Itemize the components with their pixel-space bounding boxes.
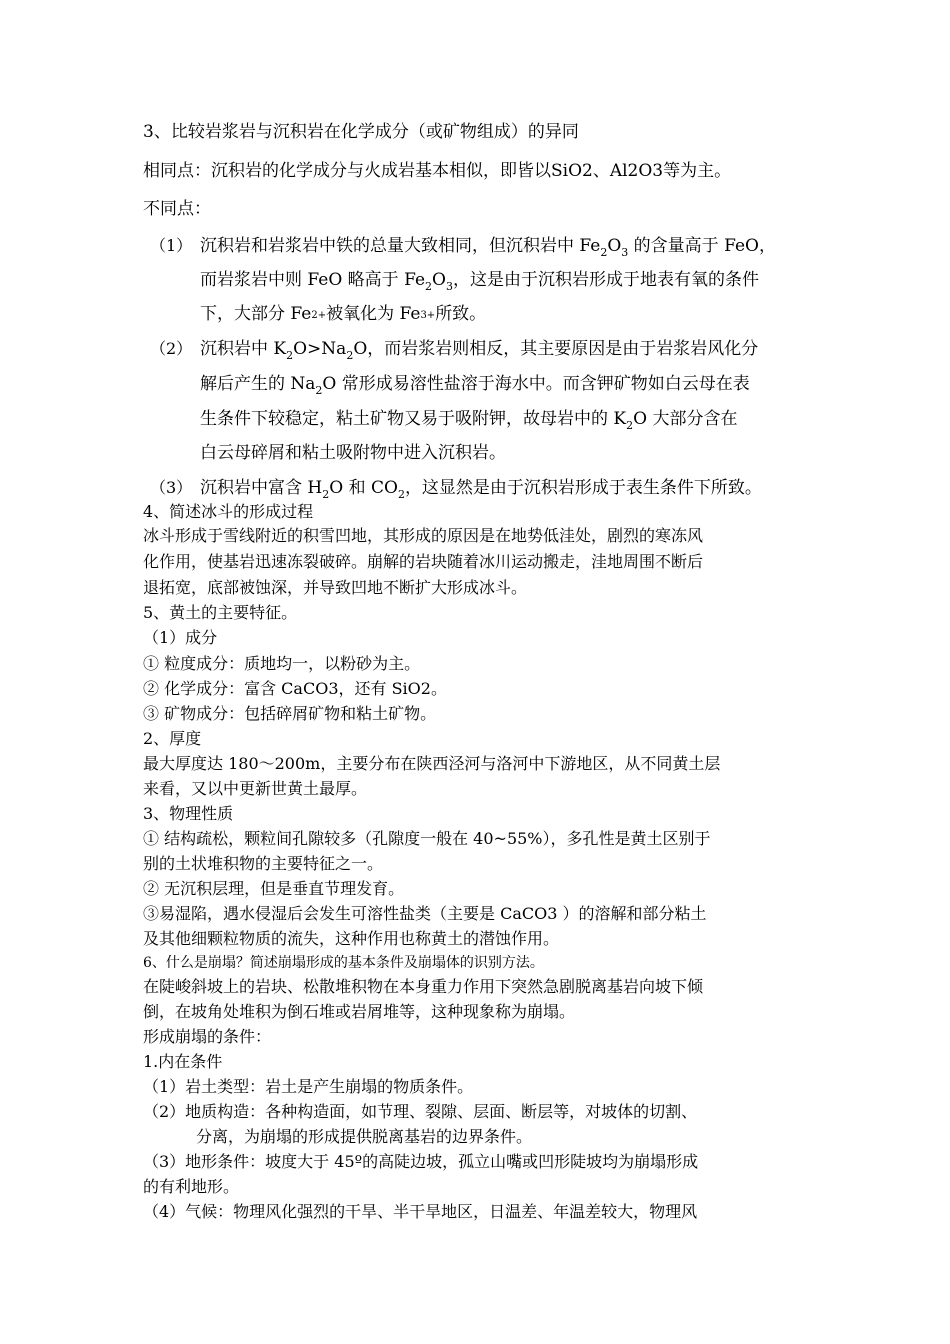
- paragraph: 的有利地形。: [143, 1177, 240, 1196]
- item-number: （2）: [150, 339, 193, 358]
- paragraph: ② 化学成分：富含 CaCO3，还有 SiO2。: [143, 679, 447, 698]
- paragraph: ③ 矿物成分：包括碎屑矿物和粘土矿物。: [143, 704, 437, 723]
- paragraph: （1）岩土类型：岩土是产生崩塌的物质条件。: [143, 1077, 474, 1096]
- paragraph: 下，大部分 Fe2+被氧化为 Fe3+所致。: [200, 304, 487, 324]
- paragraph: 白云母碎屑和粘土吸附物中进入沉积岩。: [200, 443, 506, 463]
- paragraph: 退拓宽，底部被蚀深，并导致凹地不断扩大形成冰斗。: [143, 578, 528, 597]
- paragraph: 1.内在条件: [143, 1052, 223, 1071]
- section-4-heading: 4、简述冰斗的形成过程: [143, 502, 314, 521]
- paragraph: （1）成分: [143, 628, 218, 647]
- paragraph: 沉积岩和岩浆岩中铁的总量大致相同，但沉积岩中 $Fe_2O_3$ 的含量高于 FeO，: [200, 236, 776, 259]
- paragraph: 2、厚度: [143, 729, 202, 748]
- paragraph: 来看，又以中更新世黄土最厚。: [143, 779, 368, 798]
- paragraph: 而岩浆岩中则 FeO 略高于 $Fe_2O_3$，这是由于沉积岩形成于地表有氧的条件: [200, 270, 759, 293]
- paragraph: 相同点：沉积岩的化学成分与火成岩基本相似，即皆以SiO2、Al2O3等为主。: [143, 161, 732, 181]
- paragraph: （4）气候：物理风化强烈的干旱、半干旱地区，日温差、年温差较大，物理风: [143, 1202, 698, 1221]
- paragraph: ② 无沉积层理，但是垂直节理发育。: [143, 879, 405, 898]
- paragraph: 解后产生的 $Na_2O$ 常形成易溶性盐溶于海水中。而含钾矿物如白云母在表: [200, 374, 750, 397]
- paragraph: （3）地形条件：坡度大于 45º的高陡边坡，孤立山嘴或凹形陡坡均为崩塌形成: [143, 1152, 699, 1171]
- paragraph: 冰斗形成于雪线附近的积雪凹地，其形成的原因是在地势低洼处，剧烈的寒冻风: [143, 526, 704, 545]
- paragraph: ① 结构疏松，颗粒间孔隙较多（孔隙度一般在 40~55%），多孔性是黄土区别于: [143, 829, 711, 848]
- paragraph: 在陡峻斜坡上的岩块、松散堆积物在本身重力作用下突然急剧脱离基岩向坡下倾: [143, 977, 704, 996]
- section-3-heading: 3、比较岩浆岩与沉积岩在化学成分（或矿物组成）的异同: [143, 122, 579, 142]
- paragraph: （2）地质构造：各种构造面，如节理、裂隙、层面、断层等，对坡体的切割、: [143, 1102, 698, 1121]
- section-6-heading: 6、什么是崩塌？简述崩塌形成的基本条件及崩塌体的识别方法。: [143, 955, 544, 971]
- paragraph: 最大厚度达 180～200m，主要分布在陕西泾河与洛河中下游地区，从不同黄土层: [143, 754, 721, 773]
- paragraph: 倒，在坡角处堆积为倒石堆或岩屑堆等，这种现象称为崩塌。: [143, 1002, 576, 1021]
- paragraph: 沉积岩中富含 $H_2O$ 和 $CO_2$，这显然是由于沉积岩形成于表生条件下所致。: [200, 478, 762, 501]
- paragraph: 别的土状堆积物的主要特征之一。: [143, 854, 384, 873]
- item-number: （3）: [150, 478, 193, 497]
- paragraph: 3、物理性质: [143, 804, 234, 823]
- paragraph: 化作用，使基岩迅速冻裂破碎。崩解的岩块随着冰川运动搬走，洼地周围不断后: [143, 552, 704, 571]
- paragraph: 不同点：: [143, 199, 211, 219]
- item-number: （1）: [150, 236, 193, 255]
- paragraph: 沉积岩中 $K_2O>Na_2O$，而岩浆岩则相反，其主要原因是由于岩浆岩风化分: [200, 339, 759, 362]
- paragraph: 生条件下较稳定，粘土矿物又易于吸附钾，故母岩中的 $K_2O$ 大部分含在: [200, 409, 738, 432]
- paragraph: ① 粒度成分：质地均一，以粉砂为主。: [143, 654, 421, 673]
- paragraph: 形成崩塌的条件：: [143, 1027, 272, 1046]
- paragraph: 及其他细颗粒物质的流失，这种作用也称黄土的潜蚀作用。: [143, 929, 560, 948]
- section-5-heading: 5、黄土的主要特征。: [143, 603, 298, 622]
- paragraph: ③易湿陷，遇水侵湿后会发生可溶性盐类（主要是 CaCO3 ）的溶解和部分粘土: [143, 904, 707, 923]
- paragraph: 分离，为崩塌的形成提供脱离基岩的边界条件。: [196, 1127, 533, 1146]
